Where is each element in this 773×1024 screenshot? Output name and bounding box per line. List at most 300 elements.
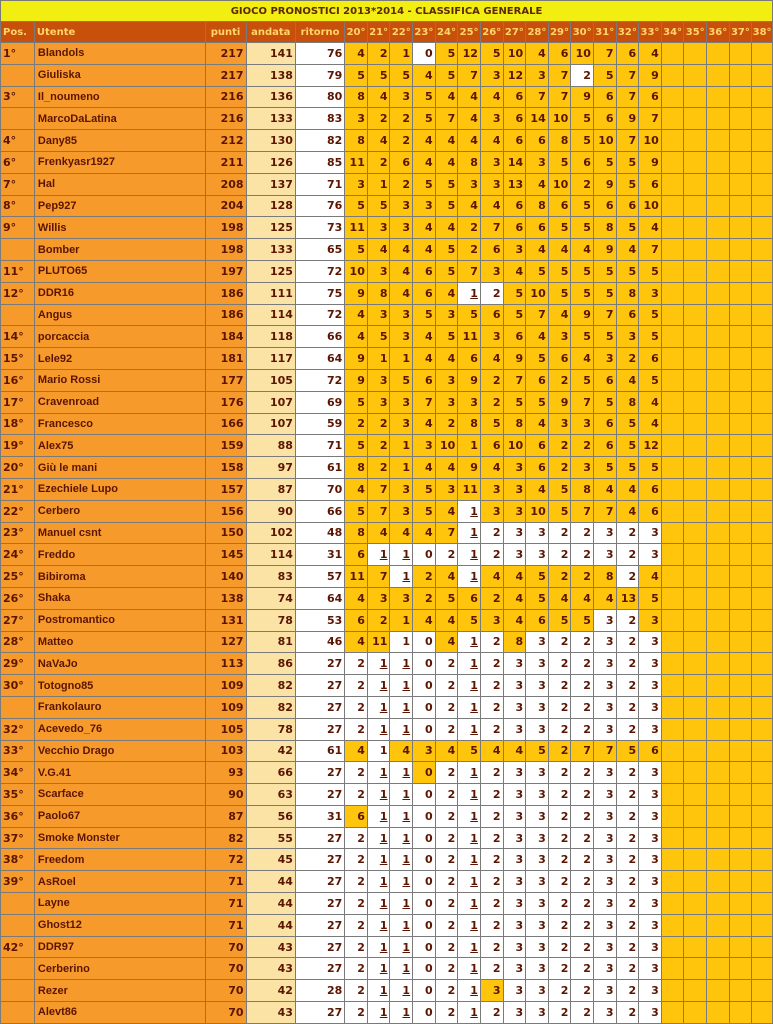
ritorno-cell[interactable]: 61 xyxy=(295,740,344,762)
round-score-cell[interactable]: 2 xyxy=(616,718,639,740)
points-cell[interactable]: 217 xyxy=(205,43,246,65)
round-score-cell[interactable]: 5 xyxy=(345,239,368,261)
round-score-cell[interactable]: 6 xyxy=(503,326,526,348)
empty-round-cell[interactable] xyxy=(707,108,730,130)
round-score-cell[interactable]: 1 xyxy=(458,784,481,806)
empty-round-cell[interactable] xyxy=(707,130,730,152)
position-cell[interactable]: 23° xyxy=(1,522,35,544)
round-score-cell[interactable]: 2 xyxy=(367,457,390,479)
round-score-cell[interactable]: 5 xyxy=(345,500,368,522)
round-score-cell[interactable]: 2 xyxy=(480,696,503,718)
round-score-cell[interactable]: 3 xyxy=(593,936,616,958)
round-score-cell[interactable]: 3 xyxy=(503,914,526,936)
round-score-cell[interactable]: 2 xyxy=(616,348,639,370)
round-score-cell[interactable]: 1 xyxy=(390,43,413,65)
round-score-cell[interactable]: 3 xyxy=(390,195,413,217)
empty-round-cell[interactable] xyxy=(684,413,707,435)
empty-round-cell[interactable] xyxy=(707,893,730,915)
empty-round-cell[interactable] xyxy=(661,413,684,435)
round-score-cell[interactable]: 3 xyxy=(503,936,526,958)
empty-round-cell[interactable] xyxy=(707,173,730,195)
andata-cell[interactable]: 82 xyxy=(246,675,295,697)
round-score-cell[interactable]: 1 xyxy=(367,544,390,566)
ritorno-cell[interactable]: 27 xyxy=(295,958,344,980)
round-score-cell[interactable]: 14 xyxy=(526,108,549,130)
round-score-cell[interactable]: 3 xyxy=(480,478,503,500)
andata-cell[interactable]: 133 xyxy=(246,239,295,261)
round-score-cell[interactable]: 9 xyxy=(345,282,368,304)
round-score-cell[interactable]: 2 xyxy=(548,653,571,675)
round-score-cell[interactable]: 1 xyxy=(458,675,481,697)
round-score-cell[interactable]: 5 xyxy=(616,217,639,239)
empty-round-cell[interactable] xyxy=(661,893,684,915)
round-score-cell[interactable]: 2 xyxy=(616,544,639,566)
round-score-cell[interactable]: 2 xyxy=(571,653,594,675)
empty-round-cell[interactable] xyxy=(729,544,752,566)
points-cell[interactable]: 217 xyxy=(205,64,246,86)
round-score-cell[interactable]: 3 xyxy=(503,653,526,675)
round-score-cell[interactable]: 4 xyxy=(526,239,549,261)
empty-round-cell[interactable] xyxy=(684,566,707,588)
empty-round-cell[interactable] xyxy=(752,86,773,108)
andata-cell[interactable]: 63 xyxy=(246,784,295,806)
empty-round-cell[interactable] xyxy=(729,348,752,370)
points-cell[interactable]: 109 xyxy=(205,675,246,697)
round-score-cell[interactable]: 1 xyxy=(390,784,413,806)
round-score-cell[interactable]: 5 xyxy=(571,195,594,217)
round-score-cell[interactable]: 2 xyxy=(435,827,458,849)
user-name-cell[interactable]: Shaka xyxy=(34,587,205,609)
empty-round-cell[interactable] xyxy=(707,369,730,391)
empty-round-cell[interactable] xyxy=(752,958,773,980)
empty-round-cell[interactable] xyxy=(661,130,684,152)
empty-round-cell[interactable] xyxy=(729,282,752,304)
round-score-cell[interactable]: 8 xyxy=(593,566,616,588)
round-score-cell[interactable]: 2 xyxy=(435,871,458,893)
round-score-cell[interactable]: 1 xyxy=(458,893,481,915)
user-name-cell[interactable]: DDR97 xyxy=(34,936,205,958)
empty-round-cell[interactable] xyxy=(752,631,773,653)
round-score-cell[interactable]: 5 xyxy=(435,64,458,86)
round-score-cell[interactable]: 2 xyxy=(548,544,571,566)
empty-round-cell[interactable] xyxy=(684,348,707,370)
round-score-cell[interactable]: 2 xyxy=(345,893,368,915)
round-score-cell[interactable]: 3 xyxy=(526,827,549,849)
round-score-cell[interactable]: 4 xyxy=(458,195,481,217)
user-name-cell[interactable]: Bomber xyxy=(34,239,205,261)
round-score-cell[interactable]: 9 xyxy=(571,86,594,108)
position-cell[interactable]: 11° xyxy=(1,260,35,282)
round-score-cell[interactable]: 5 xyxy=(571,130,594,152)
empty-round-cell[interactable] xyxy=(752,696,773,718)
round-score-cell[interactable]: 4 xyxy=(367,522,390,544)
round-score-cell[interactable]: 2 xyxy=(616,980,639,1002)
round-score-cell[interactable]: 2 xyxy=(548,718,571,740)
empty-round-cell[interactable] xyxy=(752,239,773,261)
user-name-cell[interactable]: Alex75 xyxy=(34,435,205,457)
empty-round-cell[interactable] xyxy=(707,413,730,435)
empty-round-cell[interactable] xyxy=(684,675,707,697)
round-score-cell[interactable]: 2 xyxy=(345,827,368,849)
round-score-cell[interactable]: 3 xyxy=(639,849,662,871)
round-score-cell[interactable]: 4 xyxy=(503,587,526,609)
user-name-cell[interactable]: Rezer xyxy=(34,980,205,1002)
empty-round-cell[interactable] xyxy=(729,239,752,261)
round-score-cell[interactable]: 3 xyxy=(390,587,413,609)
round-score-cell[interactable]: 6 xyxy=(639,740,662,762)
round-score-cell[interactable]: 2 xyxy=(548,958,571,980)
empty-round-cell[interactable] xyxy=(684,457,707,479)
empty-round-cell[interactable] xyxy=(752,391,773,413)
header-giornata[interactable]: 23° xyxy=(413,22,436,43)
header-giornata[interactable]: 20° xyxy=(345,22,368,43)
header-giornata[interactable]: 24° xyxy=(435,22,458,43)
empty-round-cell[interactable] xyxy=(684,609,707,631)
empty-round-cell[interactable] xyxy=(729,86,752,108)
round-score-cell[interactable]: 2 xyxy=(571,522,594,544)
round-score-cell[interactable]: 6 xyxy=(593,435,616,457)
round-score-cell[interactable]: 10 xyxy=(526,282,549,304)
ritorno-cell[interactable]: 72 xyxy=(295,304,344,326)
ritorno-cell[interactable]: 46 xyxy=(295,631,344,653)
round-score-cell[interactable]: 2 xyxy=(480,784,503,806)
round-score-cell[interactable]: 4 xyxy=(367,86,390,108)
empty-round-cell[interactable] xyxy=(684,478,707,500)
user-name-cell[interactable]: Lele92 xyxy=(34,348,205,370)
round-score-cell[interactable]: 0 xyxy=(413,893,436,915)
user-name-cell[interactable]: V.G.41 xyxy=(34,762,205,784)
empty-round-cell[interactable] xyxy=(684,653,707,675)
ritorno-cell[interactable]: 53 xyxy=(295,609,344,631)
round-score-cell[interactable]: 12 xyxy=(458,43,481,65)
round-score-cell[interactable]: 7 xyxy=(480,217,503,239)
points-cell[interactable]: 216 xyxy=(205,108,246,130)
round-score-cell[interactable]: 3 xyxy=(503,849,526,871)
round-score-cell[interactable]: 0 xyxy=(413,696,436,718)
round-score-cell[interactable]: 5 xyxy=(616,260,639,282)
empty-round-cell[interactable] xyxy=(707,784,730,806)
round-score-cell[interactable]: 5 xyxy=(435,43,458,65)
empty-round-cell[interactable] xyxy=(661,784,684,806)
round-score-cell[interactable]: 6 xyxy=(526,217,549,239)
round-score-cell[interactable]: 6 xyxy=(345,544,368,566)
empty-round-cell[interactable] xyxy=(661,958,684,980)
round-score-cell[interactable]: 8 xyxy=(345,130,368,152)
empty-round-cell[interactable] xyxy=(684,108,707,130)
round-score-cell[interactable]: 3 xyxy=(526,936,549,958)
round-score-cell[interactable]: 1 xyxy=(458,762,481,784)
round-score-cell[interactable]: 3 xyxy=(503,980,526,1002)
round-score-cell[interactable]: 0 xyxy=(413,718,436,740)
user-name-cell[interactable]: NaVaJo xyxy=(34,653,205,675)
round-score-cell[interactable]: 0 xyxy=(413,958,436,980)
round-score-cell[interactable]: 0 xyxy=(413,762,436,784)
empty-round-cell[interactable] xyxy=(684,282,707,304)
points-cell[interactable]: 71 xyxy=(205,893,246,915)
round-score-cell[interactable]: 4 xyxy=(526,413,549,435)
empty-round-cell[interactable] xyxy=(729,522,752,544)
ritorno-cell[interactable]: 27 xyxy=(295,675,344,697)
round-score-cell[interactable]: 3 xyxy=(503,827,526,849)
andata-cell[interactable]: 43 xyxy=(246,936,295,958)
empty-round-cell[interactable] xyxy=(752,478,773,500)
points-cell[interactable]: 197 xyxy=(205,260,246,282)
empty-round-cell[interactable] xyxy=(661,805,684,827)
empty-round-cell[interactable] xyxy=(684,827,707,849)
empty-round-cell[interactable] xyxy=(684,43,707,65)
round-score-cell[interactable]: 4 xyxy=(435,86,458,108)
empty-round-cell[interactable] xyxy=(661,391,684,413)
empty-round-cell[interactable] xyxy=(707,260,730,282)
empty-round-cell[interactable] xyxy=(661,980,684,1002)
empty-round-cell[interactable] xyxy=(661,631,684,653)
round-score-cell[interactable]: 2 xyxy=(571,980,594,1002)
points-cell[interactable]: 198 xyxy=(205,239,246,261)
round-score-cell[interactable]: 3 xyxy=(526,631,549,653)
round-score-cell[interactable]: 5 xyxy=(435,326,458,348)
ritorno-cell[interactable]: 71 xyxy=(295,435,344,457)
round-score-cell[interactable]: 3 xyxy=(639,958,662,980)
round-score-cell[interactable]: 6 xyxy=(616,43,639,65)
round-score-cell[interactable]: 4 xyxy=(435,500,458,522)
round-score-cell[interactable]: 1 xyxy=(367,740,390,762)
points-cell[interactable]: 71 xyxy=(205,871,246,893)
round-score-cell[interactable]: 3 xyxy=(593,805,616,827)
round-score-cell[interactable]: 1 xyxy=(390,348,413,370)
empty-round-cell[interactable] xyxy=(707,914,730,936)
round-score-cell[interactable]: 4 xyxy=(503,566,526,588)
round-score-cell[interactable]: 11 xyxy=(345,217,368,239)
round-score-cell[interactable]: 2 xyxy=(480,871,503,893)
ritorno-cell[interactable]: 66 xyxy=(295,500,344,522)
round-score-cell[interactable]: 1 xyxy=(390,914,413,936)
round-score-cell[interactable]: 0 xyxy=(413,43,436,65)
empty-round-cell[interactable] xyxy=(661,457,684,479)
round-score-cell[interactable]: 3 xyxy=(526,718,549,740)
round-score-cell[interactable]: 2 xyxy=(571,64,594,86)
round-score-cell[interactable]: 6 xyxy=(480,239,503,261)
andata-cell[interactable]: 125 xyxy=(246,260,295,282)
position-cell[interactable] xyxy=(1,108,35,130)
round-score-cell[interactable]: 2 xyxy=(480,653,503,675)
round-score-cell[interactable]: 2 xyxy=(435,544,458,566)
andata-cell[interactable]: 86 xyxy=(246,653,295,675)
round-score-cell[interactable]: 2 xyxy=(616,675,639,697)
andata-cell[interactable]: 114 xyxy=(246,304,295,326)
round-score-cell[interactable]: 2 xyxy=(458,217,481,239)
round-score-cell[interactable]: 13 xyxy=(503,173,526,195)
round-score-cell[interactable]: 1 xyxy=(390,762,413,784)
empty-round-cell[interactable] xyxy=(729,871,752,893)
empty-round-cell[interactable] xyxy=(684,326,707,348)
user-name-cell[interactable]: DDR16 xyxy=(34,282,205,304)
position-cell[interactable] xyxy=(1,914,35,936)
round-score-cell[interactable]: 2 xyxy=(480,762,503,784)
round-score-cell[interactable]: 2 xyxy=(616,784,639,806)
round-score-cell[interactable]: 3 xyxy=(480,980,503,1002)
round-score-cell[interactable]: 4 xyxy=(345,43,368,65)
round-score-cell[interactable]: 3 xyxy=(390,391,413,413)
round-score-cell[interactable]: 1 xyxy=(390,1002,413,1024)
user-name-cell[interactable]: Totogno85 xyxy=(34,675,205,697)
position-cell[interactable] xyxy=(1,64,35,86)
round-score-cell[interactable]: 1 xyxy=(390,936,413,958)
round-score-cell[interactable]: 10 xyxy=(435,435,458,457)
ritorno-cell[interactable]: 27 xyxy=(295,1002,344,1024)
user-name-cell[interactable]: Vecchio Drago xyxy=(34,740,205,762)
round-score-cell[interactable]: 3 xyxy=(435,478,458,500)
round-score-cell[interactable]: 2 xyxy=(548,1002,571,1024)
position-cell[interactable]: 6° xyxy=(1,151,35,173)
round-score-cell[interactable]: 3 xyxy=(503,522,526,544)
round-score-cell[interactable]: 2 xyxy=(616,566,639,588)
round-score-cell[interactable]: 5 xyxy=(345,64,368,86)
round-score-cell[interactable]: 5 xyxy=(503,304,526,326)
round-score-cell[interactable]: 3 xyxy=(593,893,616,915)
header-giornata[interactable]: 30° xyxy=(571,22,594,43)
round-score-cell[interactable]: 9 xyxy=(593,173,616,195)
points-cell[interactable]: 157 xyxy=(205,478,246,500)
round-score-cell[interactable]: 2 xyxy=(616,696,639,718)
user-name-cell[interactable]: porcaccia xyxy=(34,326,205,348)
ritorno-cell[interactable]: 76 xyxy=(295,43,344,65)
round-score-cell[interactable]: 1 xyxy=(458,958,481,980)
round-score-cell[interactable]: 2 xyxy=(548,696,571,718)
round-score-cell[interactable]: 2 xyxy=(571,914,594,936)
round-score-cell[interactable]: 3 xyxy=(526,544,549,566)
round-score-cell[interactable]: 4 xyxy=(616,478,639,500)
round-score-cell[interactable]: 6 xyxy=(526,609,549,631)
round-score-cell[interactable]: 2 xyxy=(345,980,368,1002)
user-name-cell[interactable]: Acevedo_76 xyxy=(34,718,205,740)
points-cell[interactable]: 93 xyxy=(205,762,246,784)
round-score-cell[interactable]: 5 xyxy=(526,260,549,282)
empty-round-cell[interactable] xyxy=(752,457,773,479)
empty-round-cell[interactable] xyxy=(729,849,752,871)
andata-cell[interactable]: 56 xyxy=(246,805,295,827)
round-score-cell[interactable]: 3 xyxy=(548,413,571,435)
points-cell[interactable]: 156 xyxy=(205,500,246,522)
round-score-cell[interactable]: 4 xyxy=(503,740,526,762)
user-name-cell[interactable]: Layne xyxy=(34,893,205,915)
round-score-cell[interactable]: 4 xyxy=(345,587,368,609)
empty-round-cell[interactable] xyxy=(684,86,707,108)
header-giornata[interactable]: 36° xyxy=(707,22,730,43)
empty-round-cell[interactable] xyxy=(752,871,773,893)
empty-round-cell[interactable] xyxy=(729,43,752,65)
position-cell[interactable]: 19° xyxy=(1,435,35,457)
round-score-cell[interactable]: 4 xyxy=(435,348,458,370)
position-cell[interactable]: 27° xyxy=(1,609,35,631)
round-score-cell[interactable]: 6 xyxy=(503,130,526,152)
andata-cell[interactable]: 83 xyxy=(246,566,295,588)
round-score-cell[interactable]: 3 xyxy=(616,326,639,348)
empty-round-cell[interactable] xyxy=(729,64,752,86)
round-score-cell[interactable]: 5 xyxy=(548,478,571,500)
round-score-cell[interactable]: 2 xyxy=(548,893,571,915)
round-score-cell[interactable]: 2 xyxy=(616,1002,639,1024)
points-cell[interactable]: 90 xyxy=(205,784,246,806)
header-giornata[interactable]: 28° xyxy=(526,22,549,43)
user-name-cell[interactable]: Scarface xyxy=(34,784,205,806)
round-score-cell[interactable]: 6 xyxy=(639,86,662,108)
andata-cell[interactable]: 42 xyxy=(246,740,295,762)
round-score-cell[interactable]: 5 xyxy=(345,195,368,217)
round-score-cell[interactable]: 3 xyxy=(503,457,526,479)
empty-round-cell[interactable] xyxy=(684,914,707,936)
andata-cell[interactable]: 45 xyxy=(246,849,295,871)
position-cell[interactable]: 26° xyxy=(1,587,35,609)
empty-round-cell[interactable] xyxy=(707,805,730,827)
andata-cell[interactable]: 137 xyxy=(246,173,295,195)
round-score-cell[interactable]: 8 xyxy=(458,413,481,435)
round-score-cell[interactable]: 2 xyxy=(458,239,481,261)
round-score-cell[interactable]: 2 xyxy=(435,805,458,827)
round-score-cell[interactable]: 3 xyxy=(639,631,662,653)
position-cell[interactable] xyxy=(1,304,35,326)
empty-round-cell[interactable] xyxy=(729,893,752,915)
points-cell[interactable]: 127 xyxy=(205,631,246,653)
empty-round-cell[interactable] xyxy=(684,435,707,457)
empty-round-cell[interactable] xyxy=(729,718,752,740)
user-name-cell[interactable]: Pep927 xyxy=(34,195,205,217)
round-score-cell[interactable]: 2 xyxy=(435,653,458,675)
round-score-cell[interactable]: 3 xyxy=(639,871,662,893)
round-score-cell[interactable]: 5 xyxy=(639,369,662,391)
points-cell[interactable]: 216 xyxy=(205,86,246,108)
round-score-cell[interactable]: 10 xyxy=(548,173,571,195)
round-score-cell[interactable]: 4 xyxy=(390,522,413,544)
andata-cell[interactable]: 128 xyxy=(246,195,295,217)
empty-round-cell[interactable] xyxy=(729,151,752,173)
round-score-cell[interactable]: 5 xyxy=(367,326,390,348)
round-score-cell[interactable]: 8 xyxy=(345,86,368,108)
points-cell[interactable]: 177 xyxy=(205,369,246,391)
ritorno-cell[interactable]: 27 xyxy=(295,871,344,893)
round-score-cell[interactable]: 3 xyxy=(503,478,526,500)
round-score-cell[interactable]: 10 xyxy=(503,43,526,65)
round-score-cell[interactable]: 9 xyxy=(458,369,481,391)
round-score-cell[interactable]: 4 xyxy=(480,740,503,762)
round-score-cell[interactable]: 2 xyxy=(548,566,571,588)
empty-round-cell[interactable] xyxy=(752,653,773,675)
round-score-cell[interactable]: 1 xyxy=(390,653,413,675)
round-score-cell[interactable]: 3 xyxy=(345,173,368,195)
header-giornata[interactable]: 25° xyxy=(458,22,481,43)
empty-round-cell[interactable] xyxy=(707,936,730,958)
round-score-cell[interactable]: 1 xyxy=(458,566,481,588)
round-score-cell[interactable]: 6 xyxy=(480,304,503,326)
points-cell[interactable]: 145 xyxy=(205,544,246,566)
round-score-cell[interactable]: 0 xyxy=(413,653,436,675)
round-score-cell[interactable]: 3 xyxy=(390,304,413,326)
empty-round-cell[interactable] xyxy=(661,522,684,544)
round-score-cell[interactable]: 3 xyxy=(503,805,526,827)
empty-round-cell[interactable] xyxy=(684,260,707,282)
round-score-cell[interactable]: 2 xyxy=(435,784,458,806)
points-cell[interactable]: 184 xyxy=(205,326,246,348)
round-score-cell[interactable]: 2 xyxy=(616,849,639,871)
round-score-cell[interactable]: 2 xyxy=(571,958,594,980)
ritorno-cell[interactable]: 27 xyxy=(295,914,344,936)
round-score-cell[interactable]: 6 xyxy=(413,282,436,304)
andata-cell[interactable]: 97 xyxy=(246,457,295,479)
position-cell[interactable]: 7° xyxy=(1,173,35,195)
round-score-cell[interactable]: 4 xyxy=(616,500,639,522)
round-score-cell[interactable]: 4 xyxy=(413,217,436,239)
header-giornata[interactable]: 33° xyxy=(639,22,662,43)
andata-cell[interactable]: 107 xyxy=(246,391,295,413)
